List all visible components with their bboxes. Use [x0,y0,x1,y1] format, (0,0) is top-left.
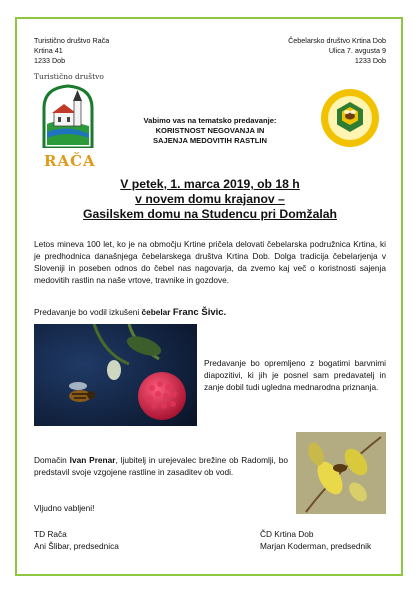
header-left-line2: Krtina 41 [34,46,63,55]
header-left-line3: 1233 Dob [34,56,66,65]
signature-left-org: TD Rača [34,529,67,539]
host-prefix: Domačin [34,455,70,465]
header-right [288,36,386,66]
lecturer-prefix: Predavanje bo vodil izkušeni [34,307,142,317]
host-paragraph [34,454,288,478]
invitation-line3: SAJENJA MEDOVITIH RASTLIN [152,136,268,145]
signature-right [260,528,371,552]
photo-willow-catkins [296,432,386,514]
event-date: V petek, 1. marca 2019, ob 18 h [120,177,300,191]
signature-right-person: Marjan Koderman, predsednik [260,541,372,551]
logo-td-raca [34,72,104,172]
event-venue-line1: v novem domu krajanov – [135,192,285,206]
event-title [30,177,390,222]
header-left-line1: Turistično društvo Rača [34,36,110,45]
church-emblem-icon [40,84,96,148]
bee-raspberry-image [34,324,197,426]
signature-right-org: ČD Krtina Dob [260,529,314,539]
logo-td-raca-title: Turistično društvo [34,72,104,81]
invitation-line1: Vabimo vas na tematsko predavanje: [143,116,277,125]
invitation-line2: KORISTNOST NEGOVANJA IN [155,126,265,135]
slides-paragraph: Predavanje bo opremljeno z bogatimi barvnimi diapozitivi, ki jih je posnel sam predavatelj in zanje dobil tudi ugledna mednarodna priznanja. [204,358,386,392]
header-right-line2: Ulica 7. avgusta 9 [328,46,386,55]
header-left [34,36,109,66]
event-venue-line2: Gasilskem domu na Studencu pri Domžalah [83,207,337,221]
signature-left-person: Ani Šlibar, predsednica [34,541,119,551]
signature-left [34,528,119,552]
invitation-block [120,116,300,146]
header-right-line3: 1233 Dob [354,56,386,65]
beekeeping-emblem-icon [320,88,380,148]
lecturer-name: Franc Šivic. [172,307,227,318]
logo-td-raca-name: RAČA [44,152,96,170]
lecturer-role: čebelar [141,307,171,317]
lecturer-line [34,306,386,319]
host-rest: , ljubitelj in urejevalec brežine ob Radomlji, bo predstavil svoje vzgojene rastline in zasaditev ob vodi. [34,455,288,477]
logo-cd-krtina-dob [320,88,380,148]
willow-catkins-image [296,432,386,514]
intro-paragraph: Letos mineva 100 let, ko je na območju Krtine pričela delovati čebelarska podružnica Krtina, ki je predhodnica današnjega čebelarskega društva Krtina Dob. Dolga tradicija čebelarjenja v Sloveniji in poseben odnos do čebel nas nagovarja, da zvemo kaj več o koristnosti sajenja medovitih rastlin na naše vrtove, travnike in gozdove. [34,239,386,285]
closing-line: Vljudno vabljeni! [34,503,95,513]
host-name: Ivan Prenar [69,455,116,465]
photo-bee-raspberry [34,324,197,426]
header-right-line1: Čebelarsko društvo Krtina Dob [288,36,386,45]
